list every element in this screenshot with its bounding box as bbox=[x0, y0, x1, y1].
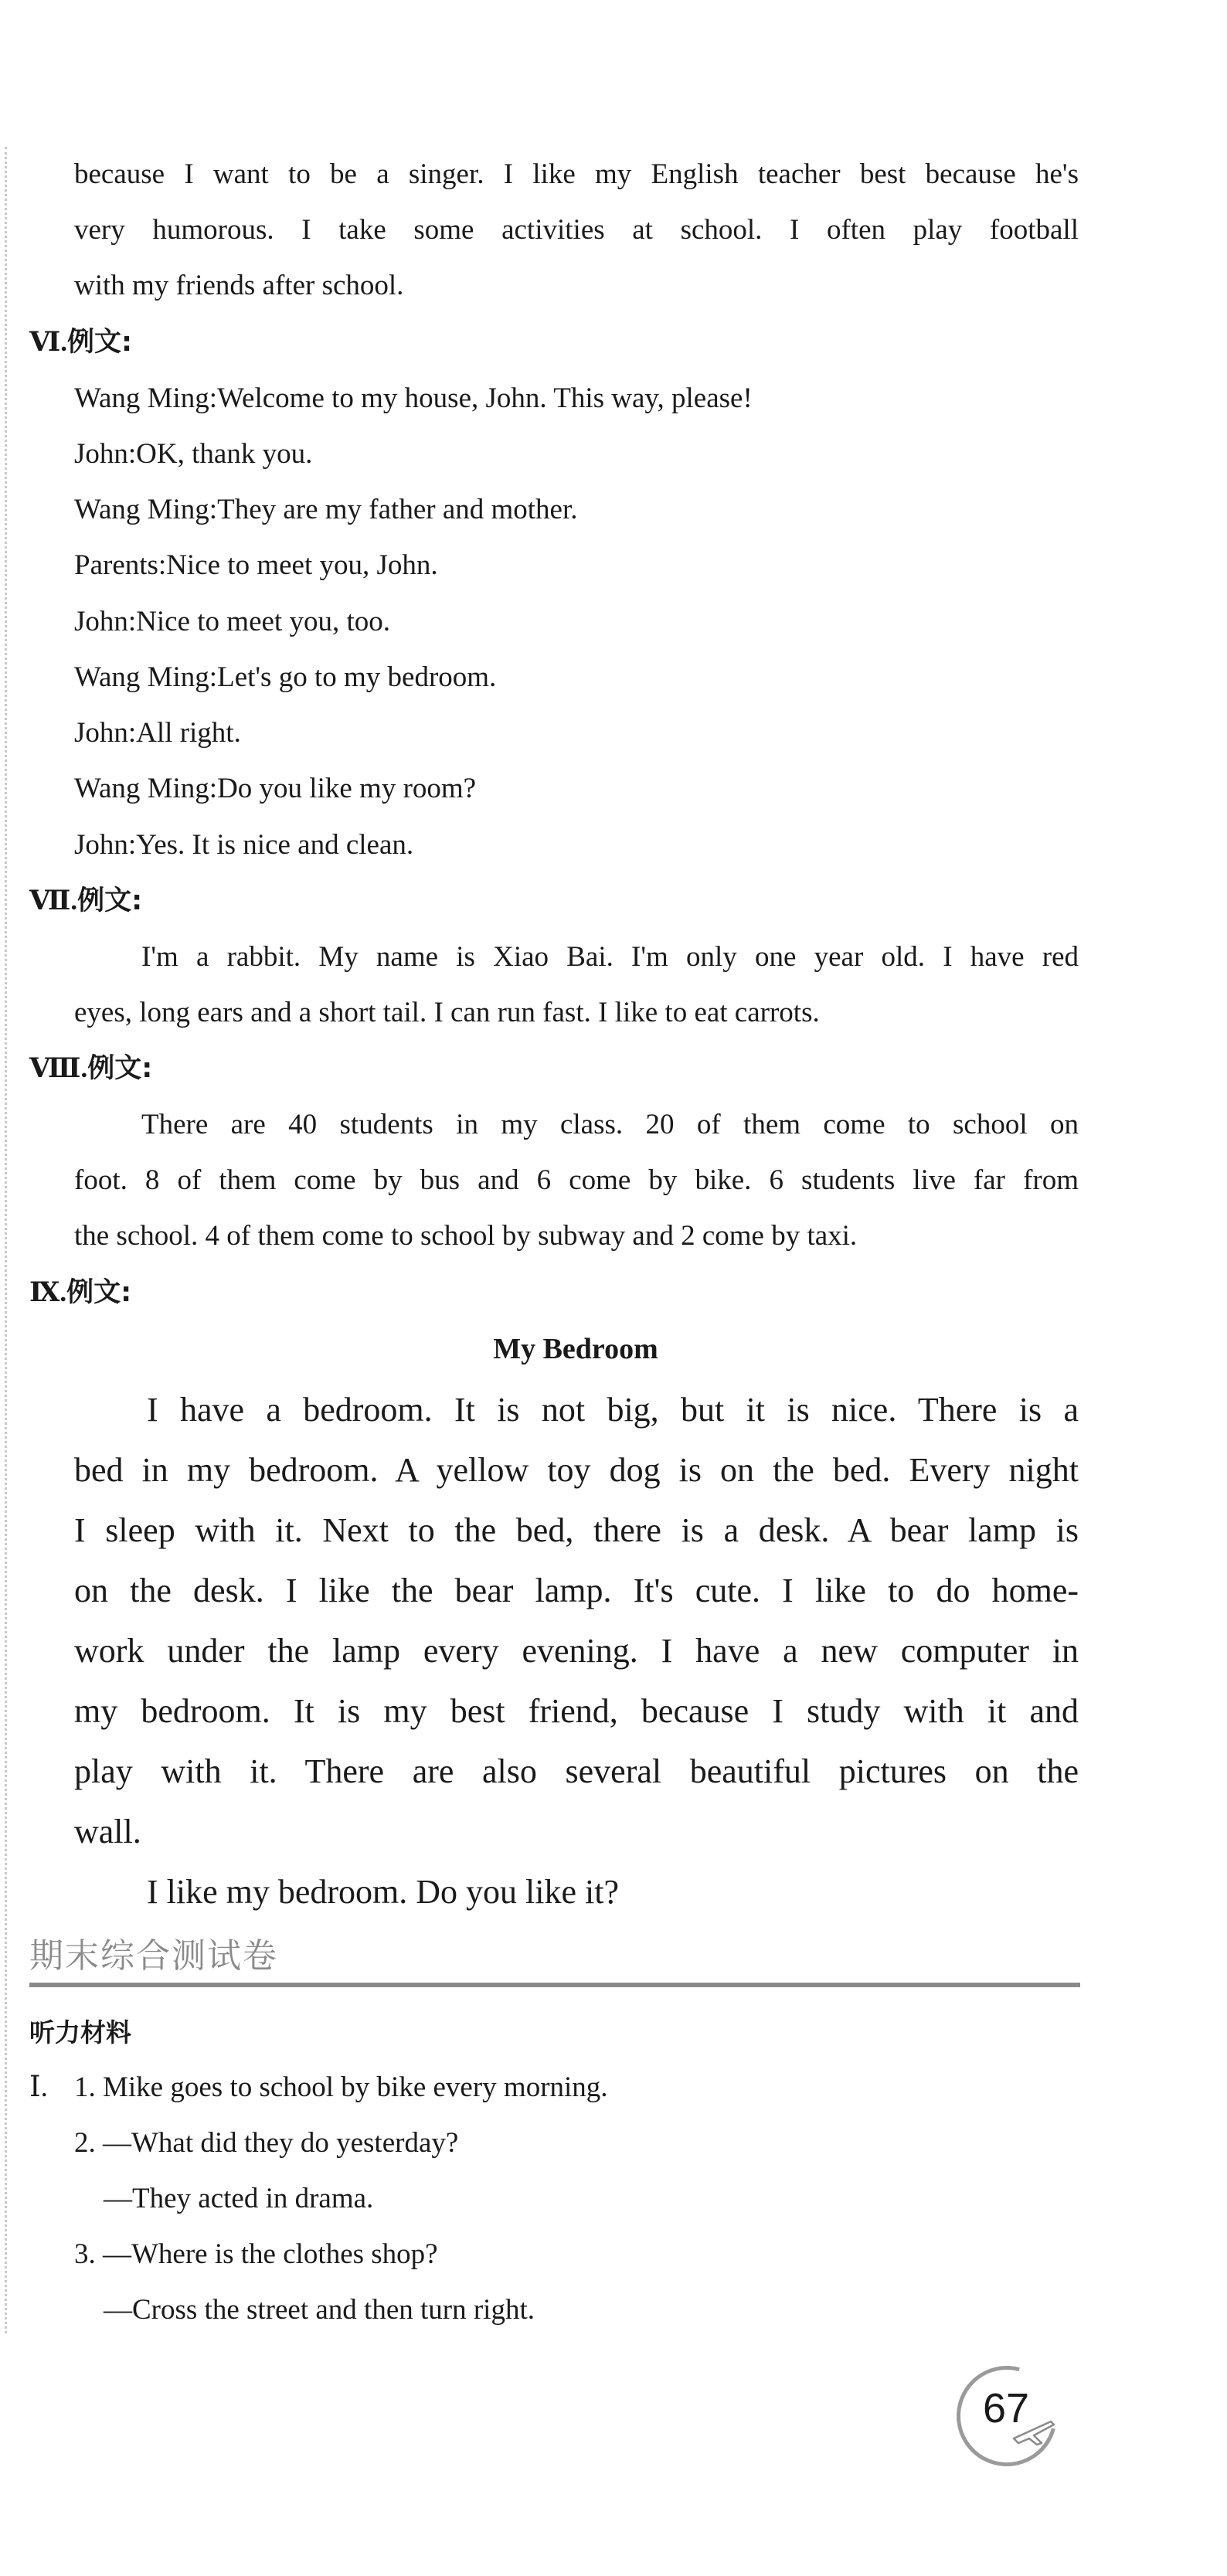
essay-title: My Bedroom bbox=[493, 1333, 658, 1365]
section6-heading-text: 例文: bbox=[67, 327, 132, 358]
listening-line: 3. —Where is the clothes shop? bbox=[74, 2238, 438, 2270]
essay-line: I like my bedroom. Do you like it? bbox=[147, 1873, 619, 1911]
dialogue-line: Wang Ming:Let's go to my bedroom. bbox=[74, 661, 497, 693]
dialogue-line: Wang Ming:Do you like my room? bbox=[74, 773, 477, 804]
listening-material-title: 听力材料 bbox=[29, 2017, 131, 2048]
paragraph-line: eyes, long ears and a short tail. I can run fast. I like to eat carrots. bbox=[74, 997, 820, 1028]
continuation-line-1: because I want to be a singer. I like my English teacher best because he's bbox=[74, 158, 1079, 190]
essay-line: on the desk. I like the bear lamp. It's cute. I like to do home- bbox=[74, 1572, 1079, 1609]
section9-heading bbox=[29, 1269, 131, 1316]
section8-heading-text: 例文: bbox=[87, 1053, 153, 1084]
essay-line: work under the lamp every evening. I have a new computer in bbox=[74, 1632, 1079, 1670]
section8-heading bbox=[29, 1045, 152, 1092]
listening-line: 2. —What did they do yesterday? bbox=[74, 2127, 459, 2159]
dialogue-line: Parents:Nice to meet you, John. bbox=[74, 549, 438, 581]
final-exam-title: 期末综合测试卷 bbox=[29, 1936, 278, 1976]
section6-heading bbox=[29, 319, 132, 365]
essay-line: I have a bedroom. It is not big, but it is nice. There is a bbox=[147, 1391, 1079, 1429]
section7-heading bbox=[29, 878, 142, 924]
paragraph-line: There are 40 students in my class. 20 of them come to school on bbox=[141, 1109, 1079, 1140]
essay-line: wall. bbox=[74, 1813, 141, 1850]
section9-label: Ⅸ. bbox=[29, 1277, 67, 1307]
airplane-icon bbox=[1011, 2415, 1057, 2446]
section-divider bbox=[29, 1983, 1080, 1987]
essay-line: bed in my bedroom. A yellow toy dog is on the bed. Every night bbox=[74, 1451, 1079, 1489]
paragraph-line: foot. 8 of them come by bus and 6 come by bike. 6 students live far from bbox=[74, 1164, 1079, 1196]
dialogue-line: Wang Ming:Welcome to my house, John. This way, please! bbox=[74, 382, 753, 414]
listening-line: —They acted in drama. bbox=[104, 2183, 374, 2214]
listening-line: 1. Mike goes to school by bike every morning. bbox=[74, 2071, 608, 2103]
section7-heading-text: 例文: bbox=[77, 885, 143, 916]
listening-part-label: Ⅰ. bbox=[29, 2071, 48, 2103]
essay-line: I sleep with it. Next to the bed, there is a desk. A bear lamp is bbox=[74, 1511, 1079, 1549]
page-number-badge bbox=[957, 2366, 1065, 2474]
dialogue-line: John:Nice to meet you, too. bbox=[74, 606, 390, 637]
page-number: 67 bbox=[982, 2385, 1030, 2432]
section9-heading-text: 例文: bbox=[66, 1277, 132, 1308]
dialogue-line: John:OK, thank you. bbox=[74, 438, 313, 470]
essay-line: my bedroom. It is my best friend, because I study with it and bbox=[74, 1692, 1079, 1730]
dialogue-line: Wang Ming:They are my father and mother. bbox=[74, 494, 578, 525]
paragraph-line: the school. 4 of them come to school by subway and 2 come by taxi. bbox=[74, 1220, 858, 1252]
margin-dotted-line bbox=[5, 147, 7, 2333]
section8-label: Ⅷ. bbox=[29, 1053, 88, 1083]
paragraph-line: I'm a rabbit. My name is Xiao Bai. I'm only one year old. I have red bbox=[141, 941, 1079, 973]
listening-line: —Cross the street and then turn right. bbox=[104, 2294, 535, 2326]
continuation-line-2: very humorous. I take some activities at school. I often play football bbox=[74, 214, 1079, 246]
continuation-line-3: with my friends after school. bbox=[74, 270, 404, 301]
dialogue-line: John:Yes. It is nice and clean. bbox=[74, 829, 414, 861]
dialogue-line: John:All right. bbox=[74, 717, 241, 749]
section7-label: Ⅶ. bbox=[29, 885, 78, 916]
section6-label: Ⅵ. bbox=[29, 327, 67, 357]
essay-line: play with it. There are also several beautiful pictures on the bbox=[74, 1752, 1079, 1790]
